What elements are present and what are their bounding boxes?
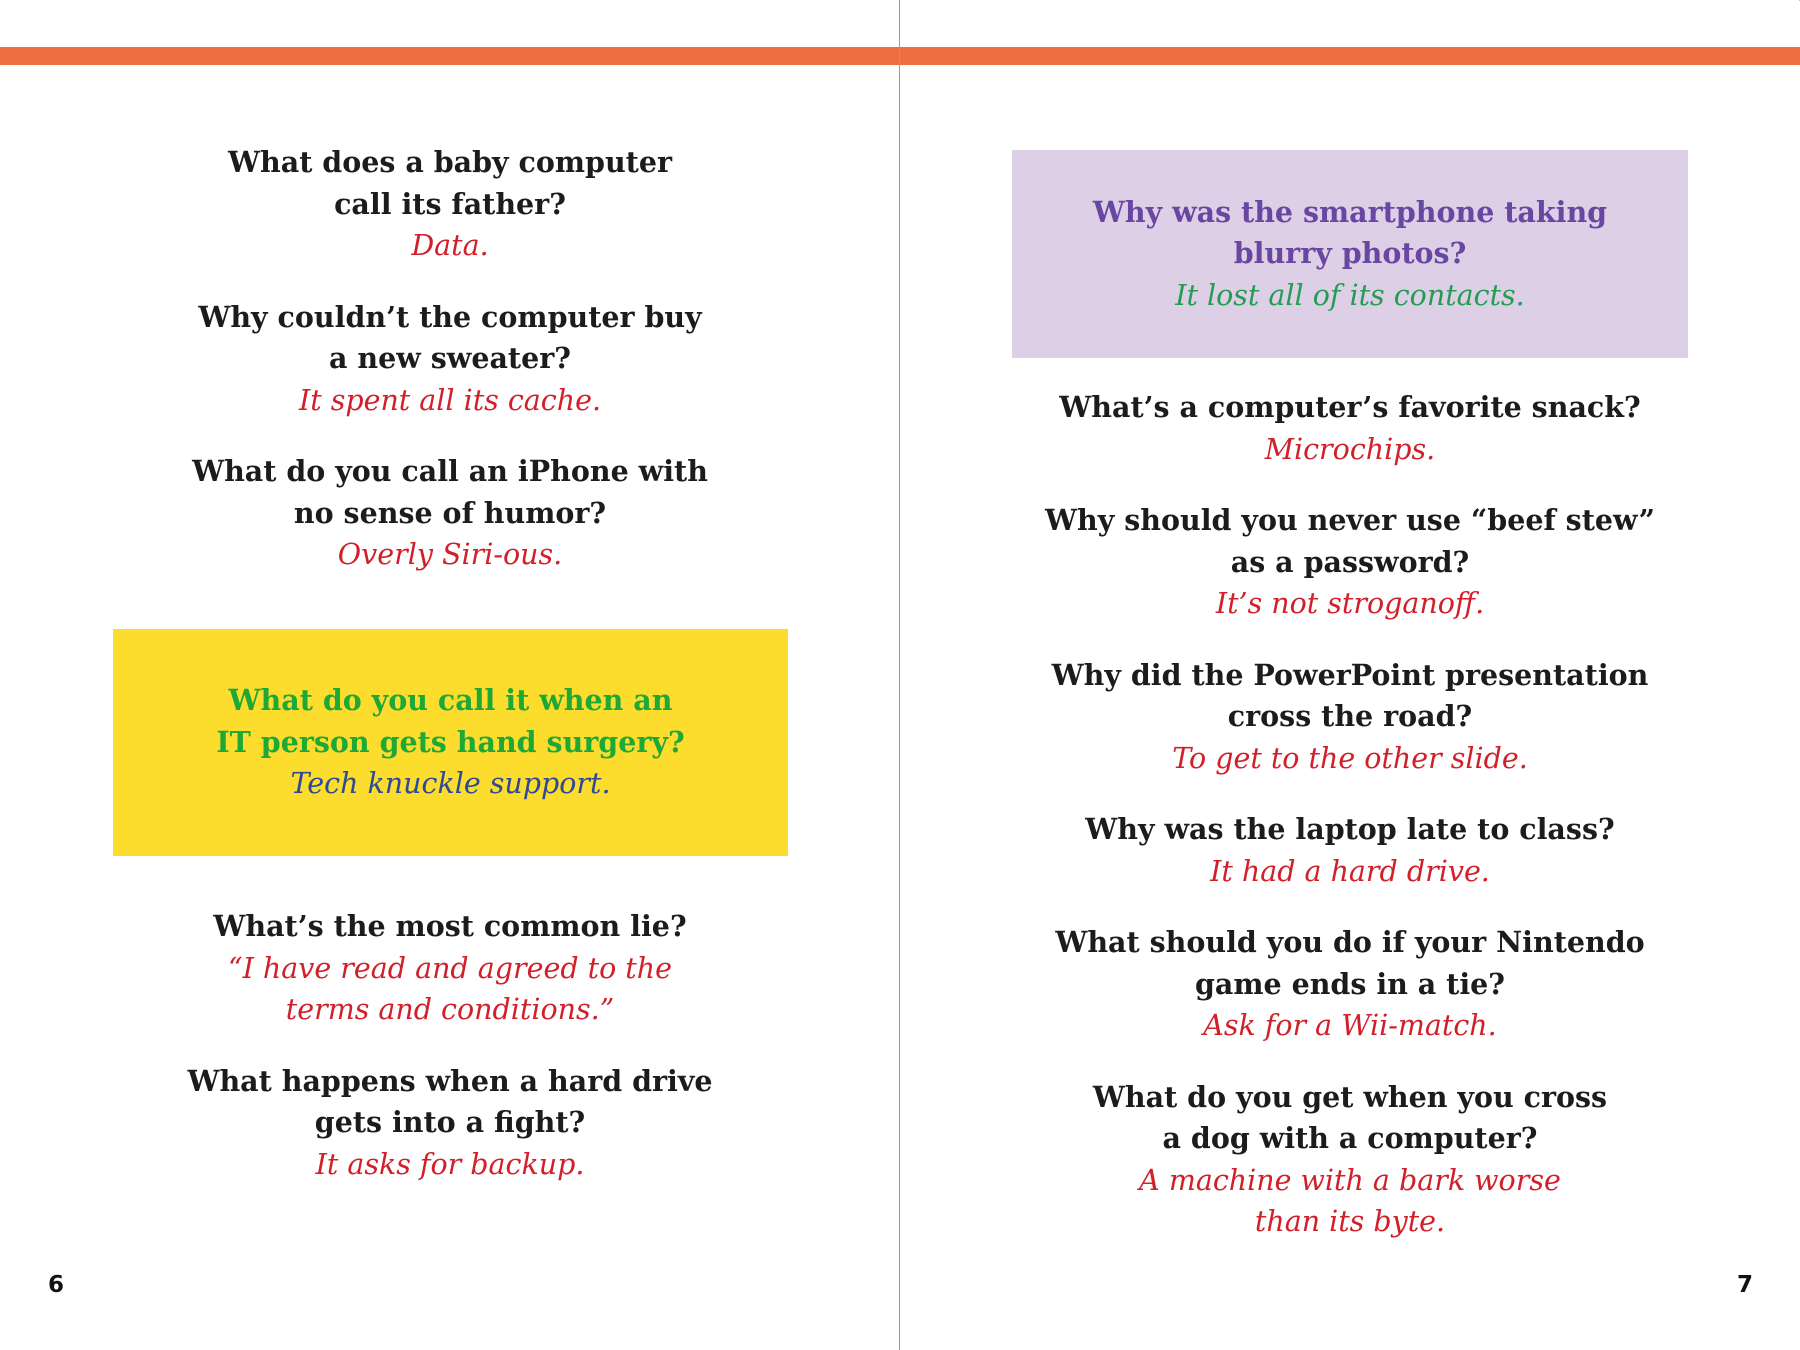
joke-question: What do you call an iPhone with no sense of humor?	[192, 454, 708, 530]
joke	[1000, 1077, 1700, 1243]
joke	[100, 142, 800, 267]
joke-question: Why was the laptop late to class?	[1085, 812, 1615, 846]
page-number-left: 6	[48, 1272, 65, 1298]
right-jokes	[1000, 387, 1700, 1243]
joke-question: What happens when a hard drive gets into a fight?	[187, 1063, 713, 1139]
joke-answer: It had a hard drive.	[1210, 854, 1490, 888]
highlight-answer: It lost all of its contacts.	[1175, 278, 1525, 312]
joke-question: What’s the most common lie?	[213, 909, 687, 943]
page-number-right: 7	[1737, 1272, 1754, 1298]
highlight-box-yellow	[113, 629, 788, 856]
highlight-box-purple	[1012, 150, 1688, 358]
joke-answer: It’s not stroganoff.	[1215, 587, 1485, 620]
joke-answer: To get to the other slide.	[1172, 741, 1528, 775]
left-header-stripe	[0, 47, 899, 65]
joke	[100, 1061, 800, 1186]
joke	[1000, 655, 1700, 780]
joke-question: Why couldn’t the computer buy a new sweater?	[198, 299, 702, 375]
joke-answer: “I have read and agreed to the terms and conditions.”	[228, 951, 672, 1026]
joke-answer: It asks for backup.	[315, 1147, 585, 1181]
joke-answer: A machine with a bark worse than its byte.	[1139, 1163, 1561, 1238]
joke-question: What’s a computer’s favorite snack?	[1059, 390, 1641, 424]
highlight-answer: Tech knuckle support.	[290, 767, 611, 801]
joke	[1000, 387, 1700, 470]
highlight-question: Why was the smartphone taking blurry photos?	[1092, 194, 1608, 271]
joke	[1000, 922, 1700, 1047]
joke-question: What does a baby computer call its father?	[228, 145, 672, 221]
left-jokes-top	[100, 142, 800, 576]
joke-question: What should you do if your Nintendo game ends in a tie?	[1055, 925, 1645, 1001]
joke-answer: Data.	[411, 229, 489, 262]
highlight-question: What do you call it when an IT person gets hand surgery?	[216, 683, 685, 759]
joke-question: What do you get when you cross a dog with a computer?	[1092, 1079, 1608, 1155]
joke	[100, 297, 800, 422]
joke-answer: Microchips.	[1264, 432, 1436, 466]
joke-answer: Ask for a Wii-match.	[1203, 1009, 1497, 1042]
joke	[100, 451, 800, 576]
joke-answer: It spent all its cache.	[298, 383, 602, 417]
joke	[1000, 500, 1700, 625]
joke	[1000, 809, 1700, 892]
joke	[100, 906, 800, 1031]
right-header-stripe	[900, 47, 1800, 65]
joke-answer: Overly Siri-ous.	[337, 538, 563, 571]
joke-question: Why did the PowerPoint presentation cross the road?	[1051, 657, 1649, 733]
joke-question: Why should you never use “beef stew” as a password?	[1045, 503, 1655, 579]
left-jokes-bottom	[100, 906, 800, 1185]
